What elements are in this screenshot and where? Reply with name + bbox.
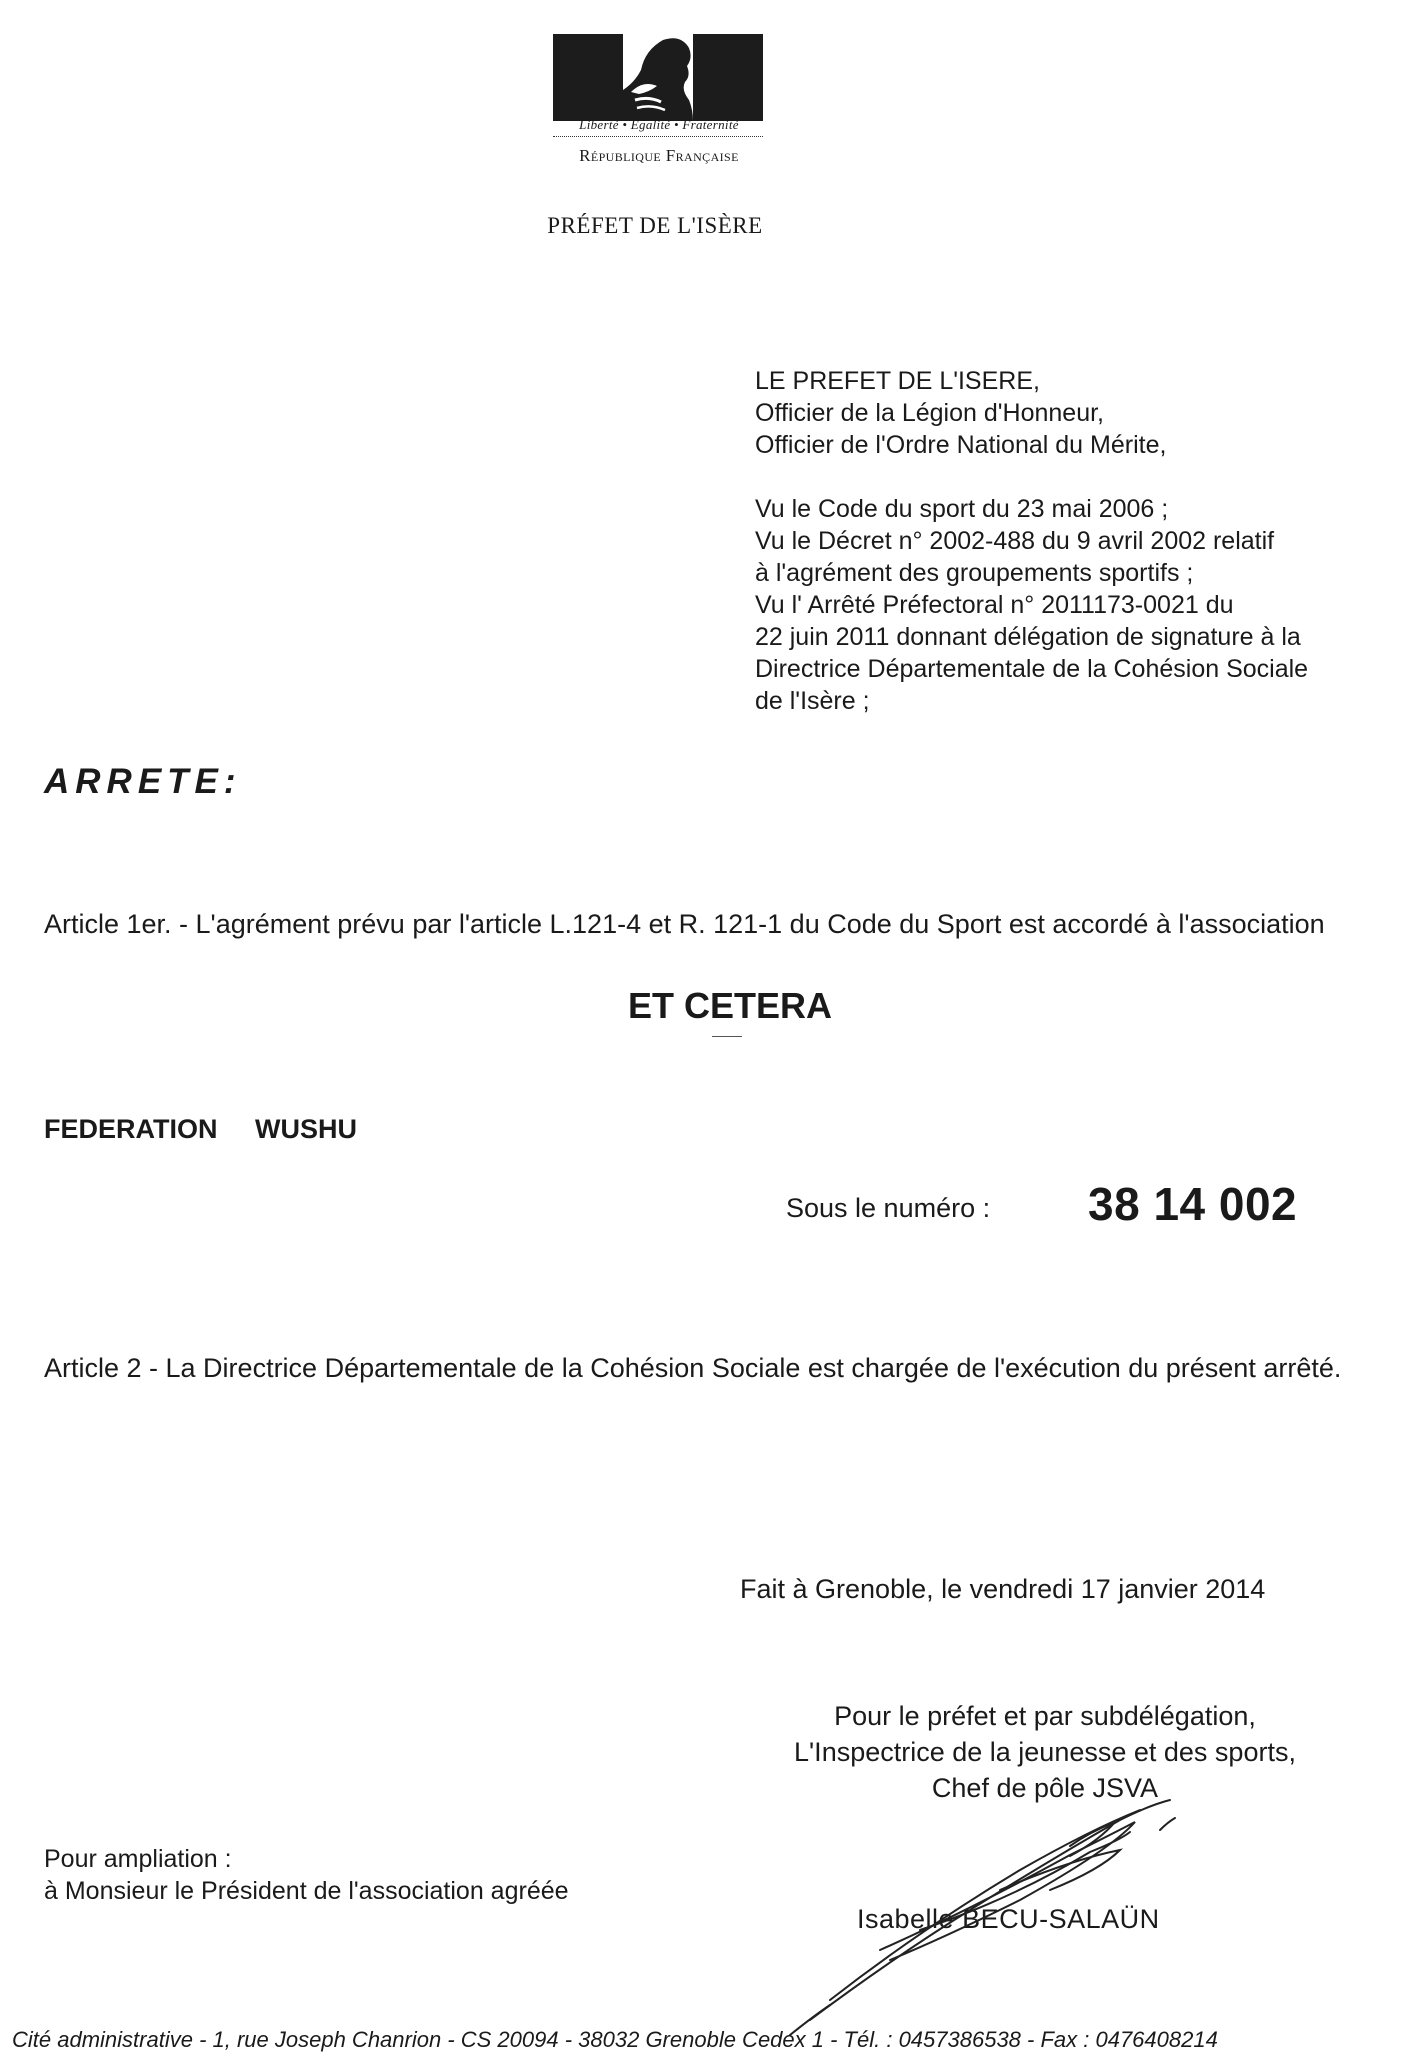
place-and-date: Fait à Grenoble, le vendredi 17 janvier 2014 [740,1574,1266,1604]
legal-references-block [755,493,1385,717]
signature-authority-line: Chef de pôle JSVA [931,1773,1159,1803]
legal-reference-line: Vu le Code du sport du 23 mai 2006 ; [755,495,1169,523]
legal-reference-line: Vu l' Arrêté Préfectoral n° 2011173-0021 du [755,591,1234,619]
signature-authority-line: Pour le préfet et par subdélégation, [834,1701,1256,1731]
signatory-name: Isabelle BECU-SALAÜN [857,1904,1160,1934]
legal-reference-line: 22 juin 2011 donnant délégation de signature à la [755,623,1301,651]
legal-reference-line: de l'Isère ; [755,687,870,715]
signature-authority-line: L'Inspectrice de la jeunesse et des sports, [794,1737,1296,1767]
republique-francaise-label: République Française [579,146,739,165]
article-2-text: Article 2 - La Directrice Départementale de la Cohésion Sociale est chargée de l'exécution du présent arrêté. [44,1353,1342,1383]
association-name: ET CETERA [627,985,832,1026]
legal-reference-line: Directrice Départementale de la Cohésion Sociale [755,655,1309,683]
article-1-text: Article 1er. - L'agrément prévu par l'article L.121-4 et R. 121-1 du Code du Sport est accordé à l'association [44,909,1325,939]
prefect-title-line: LE PREFET DE L'ISERE, [755,367,1040,395]
prefect-title-block [755,365,1375,461]
handwritten-signature [770,1760,1200,2040]
marianne-logo [553,30,763,125]
registration-number-value: 38 14 002 [1088,1178,1298,1230]
legal-reference-line: à l'agrément des groupements sportifs ; [755,559,1194,587]
motto-divider [553,136,763,137]
ampliation-block [44,1843,569,1907]
prefect-title-line: Officier de la Légion d'Honneur, [755,399,1104,427]
republic-motto: Liberté • Égalité • Fraternité [579,117,739,132]
federation-name: FEDERATION WUSHU [44,1114,357,1144]
ampliation-line: Pour ampliation : [44,1845,232,1873]
registration-number-label: Sous le numéro : [786,1193,991,1223]
ampliation-line: à Monsieur le Président de l'association agréée [44,1877,569,1905]
footer-address: Cité administrative - 1, rue Joseph Chanrion - CS 20094 - 38032 Grenoble Cedex 1 - Tél. : 0457386538 - Fax : 0476408214 [12,2027,1218,2052]
prefecture-header: PRÉFET DE L'ISÈRE [547,213,763,238]
arrete-heading: ARRETE: [44,762,242,801]
legal-reference-line: Vu le Décret n° 2002-488 du 9 avril 2002 relatif [755,527,1275,555]
prefect-title-line: Officier de l'Ordre National du Mérite, [755,431,1167,459]
stray-mark [712,1036,742,1037]
